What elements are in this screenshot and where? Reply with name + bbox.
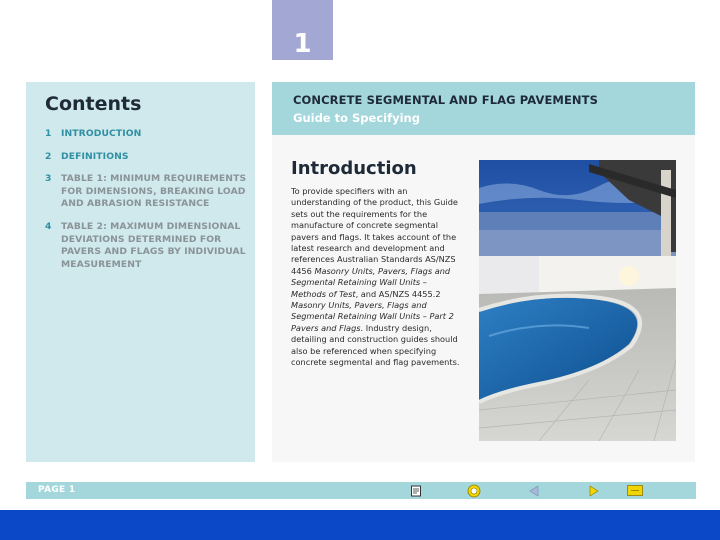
intro-text-part: , and AS/NZS 4455.2 bbox=[355, 288, 441, 299]
section-heading: Introduction bbox=[291, 158, 417, 179]
footer-bar bbox=[26, 482, 696, 499]
intro-text-italic: Masonry Units, Pavers, Flags and Segmental Retaining Wall Units – Methods of Test bbox=[291, 265, 451, 299]
intro-paragraph bbox=[291, 186, 461, 369]
contents-item-number: 2 bbox=[45, 150, 52, 162]
intro-text-italic: Masonry Units, Pavers, Flags and Segmental Retaining Wall Units – Part 2 Pavers and Flags bbox=[291, 300, 454, 333]
contents-list bbox=[45, 128, 250, 281]
contents-item-definitions[interactable] bbox=[45, 151, 250, 164]
forward-arrow-icon[interactable] bbox=[586, 483, 602, 498]
contents-item-introduction[interactable] bbox=[45, 128, 250, 141]
bottom-bar bbox=[0, 510, 720, 540]
exit-icon[interactable] bbox=[626, 483, 644, 498]
chapter-tab bbox=[272, 0, 333, 60]
contents-item-number: 1 bbox=[45, 128, 52, 139]
page-label: PAGE 1 bbox=[38, 485, 76, 495]
contents-item-number: 4 bbox=[45, 220, 52, 232]
contents-panel bbox=[26, 82, 255, 462]
contents-item-table-2[interactable] bbox=[45, 221, 250, 271]
document-title: CONCRETE SEGMENTAL AND FLAG PAVEMENTS bbox=[293, 93, 598, 107]
home-icon[interactable] bbox=[466, 483, 482, 498]
contents-item-number: 3 bbox=[45, 173, 52, 185]
document-header bbox=[272, 82, 695, 135]
contents-title: Contents bbox=[45, 93, 142, 115]
contents-item-label: TABLE 1: MINIMUM REQUIREMENTS FOR DIMENSIONS, BREAKING LOAD AND ABRASION RESISTANCE bbox=[61, 173, 247, 210]
contents-item-label: INTRODUCTION bbox=[61, 128, 142, 139]
contents-item-label: DEFINITIONS bbox=[61, 150, 129, 162]
contents-item-table-1[interactable] bbox=[45, 173, 250, 211]
intro-text-part: . Industry design, detailing and construction guides should also be referenced when specifying concrete segmental and flag pavements. bbox=[291, 322, 460, 368]
document-icon[interactable] bbox=[408, 483, 424, 498]
pool-photo bbox=[479, 160, 676, 441]
intro-text-part: To provide specifiers with an understanding of the product, this Guide sets out the requirements for the manufacture of concrete segmental pavers and flags. It takes account of the latest research and development and references Australian Standards AS/NZS 4456 bbox=[291, 186, 458, 276]
main-panel bbox=[272, 82, 695, 462]
chapter-number: 1 bbox=[293, 29, 312, 59]
back-arrow-icon[interactable] bbox=[526, 483, 542, 498]
contents-item-label: TABLE 2: MAXIMUM DIMENSIONAL DEVIATIONS DETERMINED FOR PAVERS AND FLAGS BY INDIVIDUAL MEASUREMENT bbox=[61, 220, 246, 270]
pool-photo-illustration bbox=[479, 160, 676, 441]
document-subtitle: Guide to Specifying bbox=[293, 111, 420, 125]
